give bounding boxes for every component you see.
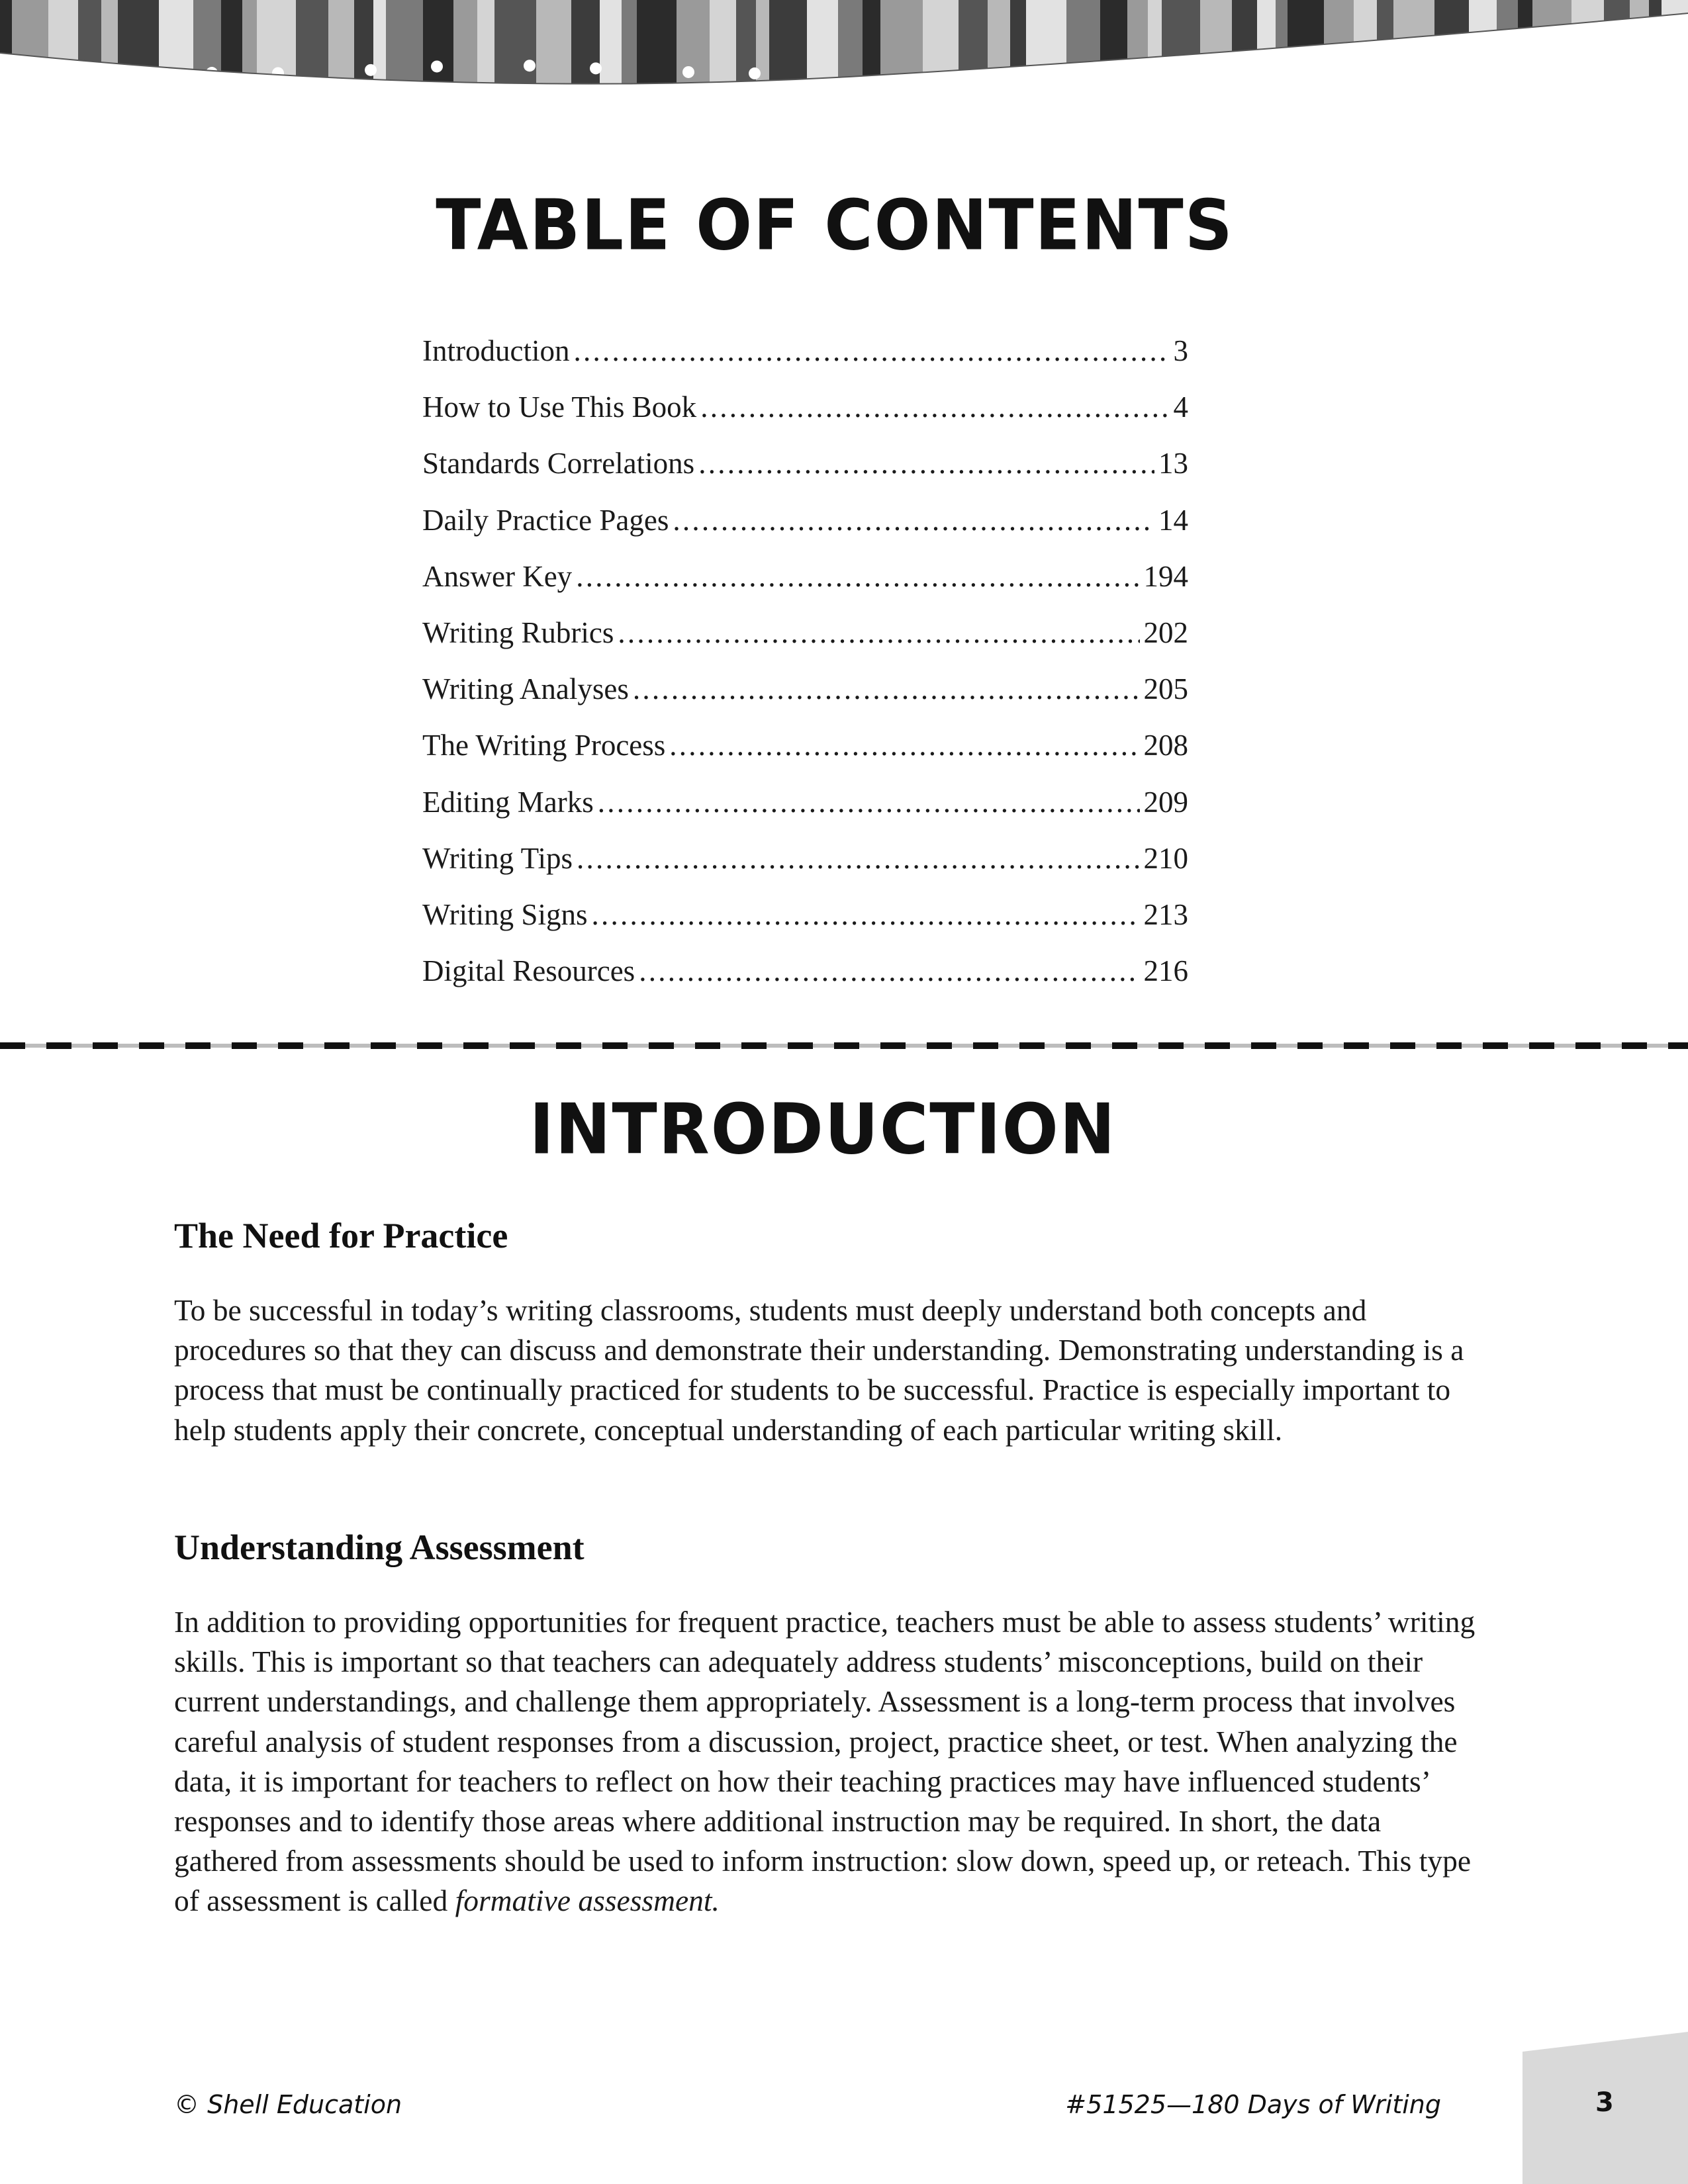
toc-dot-leader (633, 661, 1140, 717)
toc-dot-leader (573, 323, 1169, 379)
toc-dot-leader (673, 492, 1154, 549)
section-heading-need-for-practice: The Need for Practice (174, 1216, 508, 1255)
toc-entry-page: 210 (1143, 841, 1188, 875)
banner-dot (431, 60, 443, 72)
toc-entry-page: 14 (1158, 503, 1188, 537)
banner-dot (365, 64, 377, 76)
toc-dot-leader (700, 379, 1169, 435)
toc-entry (422, 323, 1188, 379)
toc-entry-label: Writing Analyses (422, 672, 629, 706)
toc-entry-label: Writing Signs (422, 897, 588, 931)
toc-entry-label: Standards Correlations (422, 447, 695, 480)
footer-copyright: © Shell Education (174, 2090, 402, 2119)
header-banner (0, 0, 1688, 113)
toc-dot-leader (591, 887, 1139, 943)
page-number: 3 (1595, 2087, 1614, 2118)
toc-entry (422, 831, 1188, 887)
assessment-body-text: In addition to providing opportunities for frequent practice, teachers must be able to assess students’ writing skills. This is important so that teachers can adequately address students’ misconceptions, build on their current understandings, and challenge them appropriately. Assessment is a long-term process that involves careful analysis of student responses from a discussion, project, practice sheet, or test. When analyzing the data, it is important for teachers to reflect on how their teaching practices may have influenced students’ responses and to identify those areas where additional instruction may be required. In short, the data gathered from assessments should be used to inform instruction: slow down, speed up, or reteach. This type of assessment is called (174, 1605, 1476, 1918)
toc-dot-leader (618, 605, 1139, 661)
toc-dot-leader (698, 435, 1154, 492)
toc-entry (422, 435, 1188, 492)
toc-entry-label: Digital Resources (422, 954, 635, 988)
toc-entry-page: 3 (1173, 334, 1188, 367)
toc-entry-label: Introduction (422, 334, 570, 367)
toc-entry-label: Editing Marks (422, 785, 594, 819)
toc-entry (422, 492, 1188, 549)
toc-entry (422, 887, 1188, 943)
toc-entry-page: 194 (1143, 559, 1188, 593)
section-heading-understanding-assessment: Understanding Assessment (174, 1527, 585, 1567)
page-footer (0, 2025, 1688, 2184)
section-divider (0, 1040, 1688, 1051)
formative-assessment-emphasis: formative assessment. (455, 1884, 720, 1918)
toc-entry (422, 605, 1188, 661)
toc-entry-page: 213 (1143, 897, 1188, 931)
banner-dot (682, 66, 694, 78)
toc-entry (422, 943, 1188, 999)
toc-entry (422, 661, 1188, 717)
toc-title: TABLE OF CONTENTS (436, 185, 1234, 266)
toc-entry-label: Writing Tips (422, 841, 573, 875)
toc-entry (422, 717, 1188, 774)
toc-entry-page: 208 (1143, 729, 1188, 762)
toc-list (422, 323, 1188, 999)
toc-dot-leader (669, 717, 1139, 774)
toc-entry-page: 216 (1143, 954, 1188, 988)
toc-entry (422, 379, 1188, 435)
toc-entry-label: Daily Practice Pages (422, 503, 669, 537)
banner-dot (524, 60, 536, 71)
toc-dot-leader (639, 943, 1139, 999)
toc-entry (422, 549, 1188, 605)
footer-product-title: #51525—180 Days of Writing (1065, 2090, 1441, 2119)
toc-entry (422, 774, 1188, 831)
toc-dot-leader (598, 774, 1140, 831)
toc-entry-page: 209 (1143, 785, 1188, 819)
section-body-need-for-practice: To be successful in today’s writing classrooms, students must deeply understand both concepts and procedures so that they can discuss and demonstrate their understanding. Demonstrating understanding is a process that must be continually practiced for students to be successful. Practice is especially important to help students apply their concrete, conceptual understanding of each particular writing skill. (174, 1293, 1464, 1447)
toc-entry-label: Answer Key (422, 559, 573, 593)
toc-entry-page: 205 (1143, 672, 1188, 706)
banner-dot (590, 62, 602, 74)
toc-entry-page: 13 (1158, 447, 1188, 480)
toc-entry-label: How to Use This Book (422, 390, 697, 424)
toc-dot-leader (576, 549, 1139, 605)
section-body-understanding-assessment (174, 1602, 1491, 1921)
introduction-title: INTRODUCTION (529, 1089, 1117, 1170)
toc-entry-page: 4 (1173, 390, 1188, 424)
toc-entry-label: Writing Rubrics (422, 615, 614, 649)
toc-entry-label: The Writing Process (422, 729, 666, 762)
toc-dot-leader (577, 831, 1139, 887)
toc-entry-page: 202 (1143, 615, 1188, 649)
banner-dot (749, 68, 761, 79)
